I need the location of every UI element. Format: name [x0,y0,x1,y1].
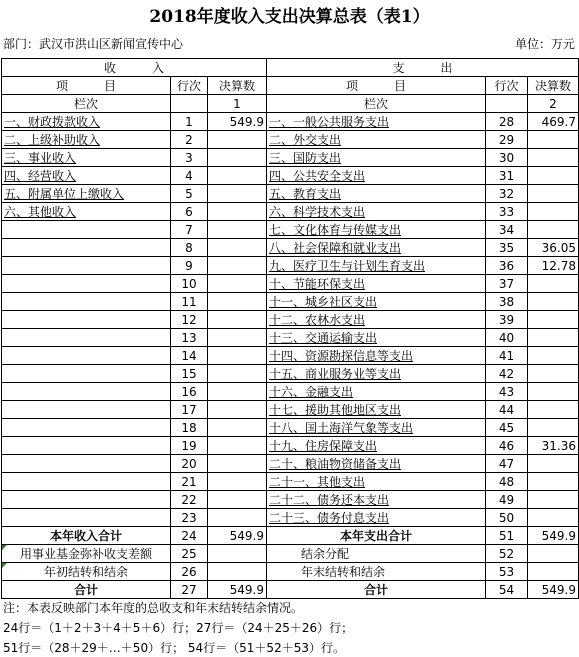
expense-item [267,347,486,365]
column-index-2: 2 [528,95,579,113]
expense-row-no: 46 [486,437,528,455]
income-amount [208,149,267,167]
expense-item [267,383,486,401]
expense-item [267,455,486,473]
expense-amount [528,185,579,203]
expense-item [267,437,486,455]
income-summary-item: 用事业基金弥补收支差额 [2,545,171,563]
income-row-no: 22 [171,491,208,509]
expense-item-label: 六、科学技术支出 [269,204,366,219]
expense-item-label: 二十二、债务还本支出 [269,492,390,507]
income-amount [208,275,267,293]
income-item [2,509,171,527]
expense-item-label: 二、外交支出 [269,132,342,147]
expense-summary-row-no: 54 [486,581,528,599]
income-item [2,329,171,347]
expense-row-no: 30 [486,149,528,167]
income-row-no: 13 [171,329,208,347]
income-amount [208,455,267,473]
income-summary-amount [208,545,267,563]
expense-amount [528,473,579,491]
unit-label: 单位：万元 [514,37,575,51]
table-row [2,311,579,329]
expense-row-no: 42 [486,365,528,383]
table-row [2,365,579,383]
expense-item-label: 一、一般公共服务支出 [269,114,390,129]
expense-summary-item: 本年支出合计 [267,527,486,545]
expense-row-no: 40 [486,329,528,347]
income-summary-item: 合计 [2,581,171,599]
income-item [2,347,171,365]
note-line-3: 51行＝（28＋29＋…＋50）行； 54行＝（51＋52＋53）行。 [3,641,345,655]
table-row [2,275,579,293]
income-row-no: 20 [171,455,208,473]
expense-item-label: 二十、粮油物资储备支出 [269,456,402,471]
income-amount [208,185,267,203]
table-row [2,401,579,419]
income-amount [208,311,267,329]
expense-row-no: 31 [486,167,528,185]
expense-item-label: 五、教育支出 [269,186,342,201]
income-summary-row-no: 26 [171,563,208,581]
income-item [2,383,171,401]
blank-cell [486,95,528,113]
income-row-no: 2 [171,131,208,149]
expense-item-label: 二十三、债务付息支出 [269,510,390,525]
expense-item-label: 十三、交通运输支出 [269,330,378,345]
expense-item-label: 二十一、其他支出 [269,474,366,489]
income-item [2,239,171,257]
income-item [2,491,171,509]
expense-header: 支 出 [267,59,579,77]
expense-item-label: 十一、城乡社区支出 [269,294,378,309]
row-no-header-right: 行次 [486,77,528,95]
table-row [2,131,579,149]
expense-item [267,167,486,185]
income-amount [208,509,267,527]
expense-summary-row-no: 53 [486,563,528,581]
table-row [2,113,579,131]
expense-item [267,113,486,131]
expense-amount [528,293,579,311]
table-row [2,455,579,473]
expense-item [267,131,486,149]
income-amount [208,239,267,257]
expense-item-label: 八、社会保障和就业支出 [269,240,402,255]
income-amount [208,365,267,383]
expense-item [267,203,486,221]
table-row [2,185,579,203]
income-amount [208,419,267,437]
income-item [2,293,171,311]
expense-amount [528,509,579,527]
income-amount [208,203,267,221]
income-amount [208,437,267,455]
expense-summary-amount: 549.9 [528,581,579,599]
income-amount [208,347,267,365]
income-row-no: 12 [171,311,208,329]
income-row-no: 8 [171,239,208,257]
summary-row [2,527,579,545]
expense-amount [528,203,579,221]
row-no-header: 行次 [171,77,208,95]
expense-row-no: 43 [486,383,528,401]
income-summary-amount: 549.9 [208,527,267,545]
income-row-no: 1 [171,113,208,131]
expense-amount [528,149,579,167]
expense-item-label: 十五、商业服务业等支出 [269,366,402,381]
expense-amount [528,311,579,329]
expense-item [267,509,486,527]
expense-item [267,239,486,257]
income-summary-amount: 549.9 [208,581,267,599]
table-body [2,59,579,599]
expense-item-label: 十、节能环保支出 [269,276,366,291]
expense-item-label: 十九、住房保障支出 [269,438,378,453]
income-row-no: 10 [171,275,208,293]
income-row-no: 3 [171,149,208,167]
income-row-no: 16 [171,383,208,401]
expense-item-label: 九、医疗卫生与计划生育支出 [269,258,426,273]
income-summary-row-no: 27 [171,581,208,599]
income-row-no: 17 [171,401,208,419]
table-row [2,329,579,347]
expense-amount: 31.36 [528,437,579,455]
expense-summary-item: 结余分配 [267,545,486,563]
expense-row-no: 44 [486,401,528,419]
income-summary-item: 年初结转和结余 [2,563,171,581]
income-item [2,257,171,275]
income-amount [208,383,267,401]
expense-item-label: 十二、农林水支出 [269,312,366,327]
income-item [2,167,171,185]
table-row [2,347,579,365]
expense-item [267,221,486,239]
table-row [2,437,579,455]
expense-item-label: 三、国防支出 [269,150,342,165]
expense-row-no: 33 [486,203,528,221]
income-item [2,113,171,131]
expense-row-no: 36 [486,257,528,275]
header-row-2 [2,77,579,95]
expense-row-no: 45 [486,419,528,437]
expense-summary-amount [528,563,579,581]
expense-summary-row-no: 52 [486,545,528,563]
expense-row-no: 37 [486,275,528,293]
income-item [2,221,171,239]
summary-row [2,563,579,581]
income-item [2,401,171,419]
department-label: 部门：武汉市洪山区新闻宣传中心 [3,37,184,51]
summary-row [2,545,579,563]
table-row [2,473,579,491]
expense-amount [528,491,579,509]
income-item-label: 二、上级补助收入 [4,132,101,147]
expense-item-label: 十七、援助其他地区支出 [269,402,402,417]
expense-item [267,275,486,293]
expense-item [267,311,486,329]
income-item [2,455,171,473]
expense-row-no: 48 [486,473,528,491]
income-item-label: 一、财政拨款收入 [4,114,101,129]
income-amount [208,167,267,185]
expense-summary-amount: 549.9 [528,527,579,545]
income-row-no: 15 [171,365,208,383]
income-item [2,203,171,221]
expense-summary-row-no: 51 [486,527,528,545]
note-line-2: 24行＝（1＋2＋3＋4＋5＋6）行；27行＝（24＋25＋26）行； [3,621,354,635]
income-row-no: 11 [171,293,208,311]
table-row [2,167,579,185]
income-item [2,473,171,491]
expense-item-label: 十八、国土海洋气象等支出 [269,420,414,435]
table-row [2,203,579,221]
expense-item [267,491,486,509]
report-title: 2018年度收入支出决算总表（表1） [149,7,430,27]
expense-amount [528,167,579,185]
income-row-no: 14 [171,347,208,365]
income-item [2,185,171,203]
income-item [2,275,171,293]
expense-amount [528,131,579,149]
expense-summary-amount [528,545,579,563]
expense-amount [528,383,579,401]
income-row-no: 6 [171,203,208,221]
income-item [2,311,171,329]
expense-item [267,473,486,491]
expense-row-no: 38 [486,293,528,311]
expense-summary-item: 年末结转和结余 [267,563,486,581]
income-row-no: 18 [171,419,208,437]
amount-header-right: 决算数 [528,77,579,95]
income-item [2,419,171,437]
table-row [2,239,579,257]
column-index-1: 1 [208,95,267,113]
expense-item [267,329,486,347]
expense-row-no: 49 [486,491,528,509]
expense-amount [528,275,579,293]
income-amount [208,401,267,419]
table-row [2,509,579,527]
expense-row-no: 28 [486,113,528,131]
table-row [2,383,579,401]
expense-item [267,365,486,383]
expense-amount [528,221,579,239]
expense-item-label: 四、公共安全支出 [269,168,366,183]
table-row [2,293,579,311]
expense-item [267,149,486,167]
expense-row-no: 34 [486,221,528,239]
income-summary-row-no: 25 [171,545,208,563]
summary-row [2,581,579,599]
income-item-label: 四、经营收入 [4,168,77,183]
income-item-label: 三、事业收入 [4,150,77,165]
table-row [2,221,579,239]
expense-amount: 12.78 [528,257,579,275]
income-item [2,149,171,167]
expense-item-label: 七、文化体育与传媒支出 [269,222,402,237]
income-amount [208,329,267,347]
income-item [2,437,171,455]
expense-item [267,293,486,311]
column-label-right: 栏次 [267,95,486,113]
expense-row-no: 35 [486,239,528,257]
expense-row-no: 39 [486,311,528,329]
note-line-1: 注：本表反映部门本年度的总收支和年末结转结余情况。 [3,601,304,615]
income-summary-item: 本年收入合计 [2,527,171,545]
item-header-right: 项 目 [267,77,486,95]
income-amount [208,491,267,509]
blank-cell [171,95,208,113]
income-header: 收 入 [2,59,267,77]
expense-amount [528,365,579,383]
income-item-label: 五、附属单位上缴收入 [4,186,125,201]
income-item [2,365,171,383]
expense-item [267,419,486,437]
header-row-3 [2,95,579,113]
expense-row-no: 32 [486,185,528,203]
expense-amount [528,329,579,347]
income-row-no: 21 [171,473,208,491]
expense-amount [528,347,579,365]
income-summary-amount [208,563,267,581]
income-amount [208,131,267,149]
income-summary-row-no: 24 [171,527,208,545]
income-row-no: 7 [171,221,208,239]
expense-amount [528,401,579,419]
income-row-no: 4 [171,167,208,185]
expense-row-no: 41 [486,347,528,365]
column-label: 栏次 [2,95,171,113]
expense-item [267,185,486,203]
table-row [2,419,579,437]
income-expense-table [1,58,579,599]
amount-header: 决算数 [208,77,267,95]
expense-amount [528,419,579,437]
income-amount [208,221,267,239]
income-row-no: 19 [171,437,208,455]
expense-summary-item: 合计 [267,581,486,599]
income-amount [208,257,267,275]
income-amount: 549.9 [208,113,267,131]
expense-amount [528,455,579,473]
table-row [2,491,579,509]
income-row-no: 5 [171,185,208,203]
expense-row-no: 47 [486,455,528,473]
expense-item-label: 十四、资源勘探信息等支出 [269,348,414,363]
income-item-label: 六、其他收入 [4,204,77,219]
income-row-no: 9 [171,257,208,275]
income-amount [208,473,267,491]
income-item [2,131,171,149]
expense-amount: 469.7 [528,113,579,131]
table-row [2,149,579,167]
expense-row-no: 29 [486,131,528,149]
header-row-1 [2,59,579,77]
income-amount [208,293,267,311]
expense-amount: 36.05 [528,239,579,257]
item-header: 项 目 [2,77,171,95]
income-row-no: 23 [171,509,208,527]
expense-item [267,401,486,419]
expense-row-no: 50 [486,509,528,527]
table-row [2,257,579,275]
expense-item-label: 十六、金融支出 [269,384,354,399]
expense-item [267,257,486,275]
